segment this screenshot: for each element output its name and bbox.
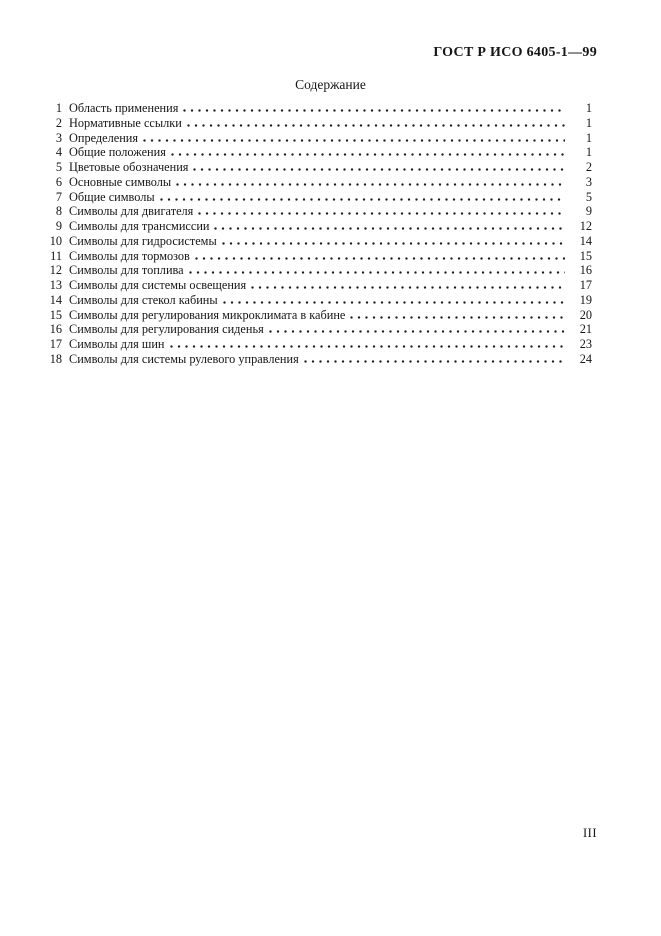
toc-entry-page: 12 xyxy=(579,219,592,233)
toc-entry-title: Общие положения xyxy=(69,145,166,160)
toc-entry-page: 20 xyxy=(579,307,592,322)
toc-entry xyxy=(40,190,592,205)
dot-leader xyxy=(193,161,565,171)
toc-entry-number: 4 xyxy=(55,145,62,160)
toc-entry-title: Символы для стекол кабины xyxy=(69,292,218,307)
dot-leader xyxy=(195,250,565,260)
toc-entry-page: 24 xyxy=(579,351,592,366)
dot-leader xyxy=(269,323,565,333)
toc-entry xyxy=(40,322,592,337)
toc-entry-number: 18 xyxy=(49,351,62,366)
toc-entry-page: 1 xyxy=(585,145,592,160)
dot-leader xyxy=(170,338,566,348)
table-of-contents xyxy=(40,101,592,367)
toc-entry-page: 3 xyxy=(585,174,592,189)
toc-entry-title: Область применения xyxy=(69,101,179,115)
toc-entry-page: 1 xyxy=(585,115,592,130)
toc-entry-title: Символы для регулирования сиденья xyxy=(69,322,264,337)
toc-entry xyxy=(40,160,592,175)
toc-entry xyxy=(40,219,592,234)
toc-entry-number: 14 xyxy=(49,292,62,307)
toc-entry-number: 5 xyxy=(55,160,62,174)
page-number: III xyxy=(583,826,597,840)
toc-entry-page: 19 xyxy=(579,292,592,307)
dot-leader xyxy=(198,205,565,215)
toc-entry xyxy=(40,116,592,131)
toc-entry-number: 11 xyxy=(50,248,62,263)
toc-entry xyxy=(40,278,592,293)
dot-leader xyxy=(304,353,565,363)
dot-leader xyxy=(214,220,565,230)
dot-leader xyxy=(187,117,565,127)
dot-leader xyxy=(223,294,565,304)
toc-entry xyxy=(40,145,592,160)
toc-entry xyxy=(40,175,592,190)
toc-entry xyxy=(40,352,592,367)
toc-entry-page: 14 xyxy=(579,233,592,248)
toc-entry-number: 10 xyxy=(49,233,62,248)
toc-entry-page: 2 xyxy=(585,160,592,174)
toc-entry xyxy=(40,337,592,352)
dot-leader xyxy=(160,191,565,201)
document-header: ГОСТ Р ИСО 6405-1—99 xyxy=(433,45,597,60)
toc-entry-title: Символы для трансмиссии xyxy=(69,219,210,233)
dot-leader xyxy=(350,309,565,319)
toc-entry-title: Цветовые обозначения xyxy=(69,160,189,174)
toc-entry-number: 17 xyxy=(49,337,62,351)
toc-entry-number: 13 xyxy=(49,278,62,292)
toc-entry-page: 23 xyxy=(579,337,592,351)
toc-entry-title: Символы для двигателя xyxy=(69,204,194,219)
toc-entry-number: 7 xyxy=(55,189,62,204)
toc-entry-number: 9 xyxy=(55,219,62,233)
toc-entry-page: 16 xyxy=(579,263,592,278)
toc-entry xyxy=(40,234,592,249)
toc-entry-number: 16 xyxy=(49,322,62,337)
toc-entry-page: 15 xyxy=(579,248,592,263)
toc-entry xyxy=(40,249,592,264)
toc-entry-title: Символы для топлива xyxy=(69,263,184,278)
toc-entry-title: Общие символы xyxy=(69,189,155,204)
toc-entry-page: 17 xyxy=(579,278,592,292)
dot-leader xyxy=(189,264,565,274)
toc-entry-page: 1 xyxy=(585,130,592,145)
dot-leader xyxy=(171,146,565,156)
dot-leader xyxy=(183,102,565,112)
toc-entry-number: 1 xyxy=(55,101,62,115)
toc-entry-number: 2 xyxy=(55,115,62,130)
dot-leader xyxy=(251,279,565,289)
toc-entry-title: Символы для системы рулевого управления xyxy=(69,351,299,366)
toc-entry-number: 6 xyxy=(55,174,62,189)
toc-entry-number: 3 xyxy=(55,130,62,145)
toc-entry-page: 5 xyxy=(585,189,592,204)
page-title: Содержание xyxy=(295,77,366,92)
toc-entry xyxy=(40,204,592,219)
toc-entry xyxy=(40,131,592,146)
toc-entry-page: 21 xyxy=(579,322,592,337)
toc-entry-title: Основные символы xyxy=(69,174,172,189)
toc-entry-title: Определения xyxy=(69,130,139,145)
dot-leader xyxy=(143,132,565,142)
toc-entry-number: 12 xyxy=(49,263,62,278)
toc-entry xyxy=(40,263,592,278)
toc-entry-page: 1 xyxy=(585,101,592,115)
toc-entry-title: Символы для шин xyxy=(69,337,165,351)
toc-entry-number: 15 xyxy=(49,307,62,322)
toc-entry xyxy=(40,101,592,116)
toc-entry xyxy=(40,293,592,308)
toc-entry-title: Символы для системы освещения xyxy=(69,278,247,292)
toc-entry-page: 9 xyxy=(585,204,592,219)
toc-entry-title: Символы для тормозов xyxy=(69,248,190,263)
toc-entry-number: 8 xyxy=(55,204,62,219)
toc-entry-title: Нормативные ссылки xyxy=(69,115,182,130)
toc-entry xyxy=(40,308,592,323)
dot-leader xyxy=(176,176,565,186)
dot-leader xyxy=(222,235,565,245)
toc-entry-title: Символы для гидросистемы xyxy=(69,233,217,248)
toc-entry-title: Символы для регулирования микроклимата в кабине xyxy=(69,307,346,322)
